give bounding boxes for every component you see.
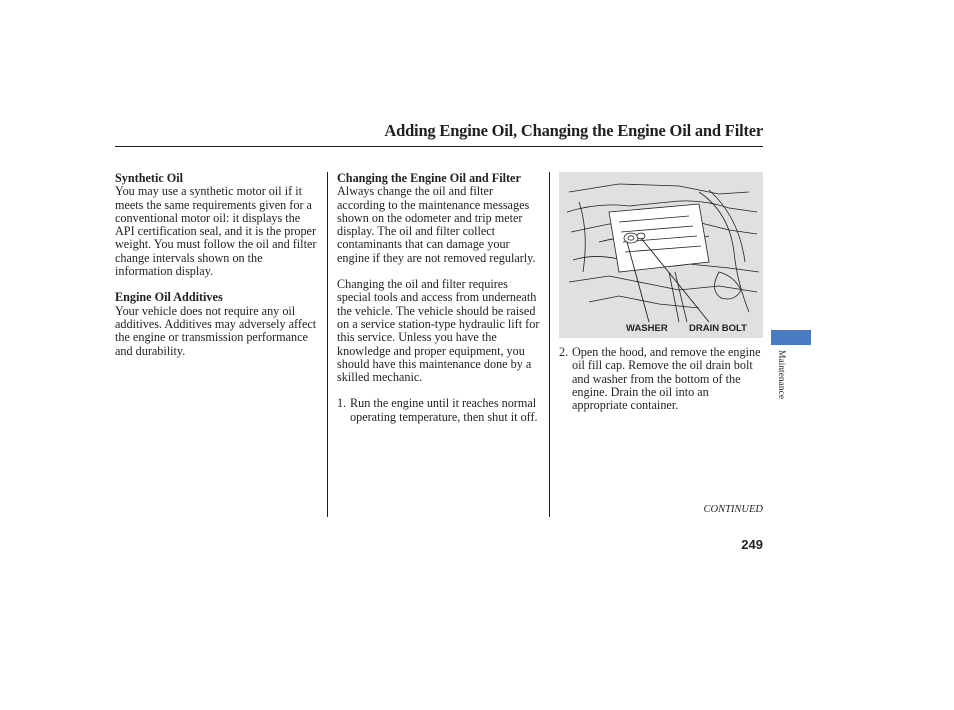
section-tab-label: Maintenance — [776, 350, 786, 400]
title-rule — [115, 146, 763, 147]
step-1-number: 1. — [337, 396, 347, 411]
section-tab — [771, 330, 811, 345]
drain-bolt-illustration — [559, 172, 763, 338]
changing-oil-heading: Changing the Engine Oil and Filter — [337, 171, 521, 185]
synthetic-oil-text: You may use a synthetic motor oil if it meets the same requirements given for a conventional motor oil: it displays the API certification seal, and it is the proper weight. You must follow the oil and filter change intervals shown on the information display. — [115, 184, 317, 279]
engine-underside-drawing — [559, 172, 763, 338]
step-2 — [559, 346, 763, 412]
column-2 — [337, 172, 542, 424]
changing-oil-para1: Always change the oil and filter according to the maintenance messages shown on the odometer and trip meter display. The oil and filter collect contaminants that can damage your engine if they are not removed regularly. — [337, 184, 536, 265]
step-2-number: 2. — [559, 345, 569, 359]
page-number: 249 — [741, 537, 763, 552]
oil-additives-text: Your vehicle does not require any oil additives. Additives may adversely affect the engine or transmission performance and durability. — [115, 303, 317, 358]
column-divider — [327, 172, 328, 517]
continued-label: CONTINUED — [703, 504, 763, 515]
column-1 — [115, 172, 320, 358]
step-2-text: Open the hood, and remove the engine oil fill cap. Remove the oil drain bolt and washer from the bottom of the engine. Drain the oil into an appropriate container. — [572, 345, 761, 413]
oil-additives-heading: Engine Oil Additives — [115, 290, 223, 305]
synthetic-oil-heading: Synthetic Oil — [115, 171, 184, 185]
drain-bolt-label: DRAIN BOLT — [689, 323, 747, 334]
step-1-text: Run the engine until it reaches normal operating temperature, then shut it off. — [350, 396, 538, 424]
changing-oil-para2: Changing the oil and filter requires special tools and access from underneath the vehicle. The vehicle should be raised on a service station-type hydraulic lift for this service. Unless you have the knowledge and proper equipment, you should have this maintenance done by a skilled mechanic. — [337, 277, 540, 385]
column-3 — [559, 172, 763, 412]
page-title: Adding Engine Oil, Changing the Engine Oil and Filter — [384, 121, 763, 140]
column-divider — [549, 172, 550, 517]
step-1 — [337, 397, 542, 424]
washer-label: WASHER — [626, 323, 668, 334]
